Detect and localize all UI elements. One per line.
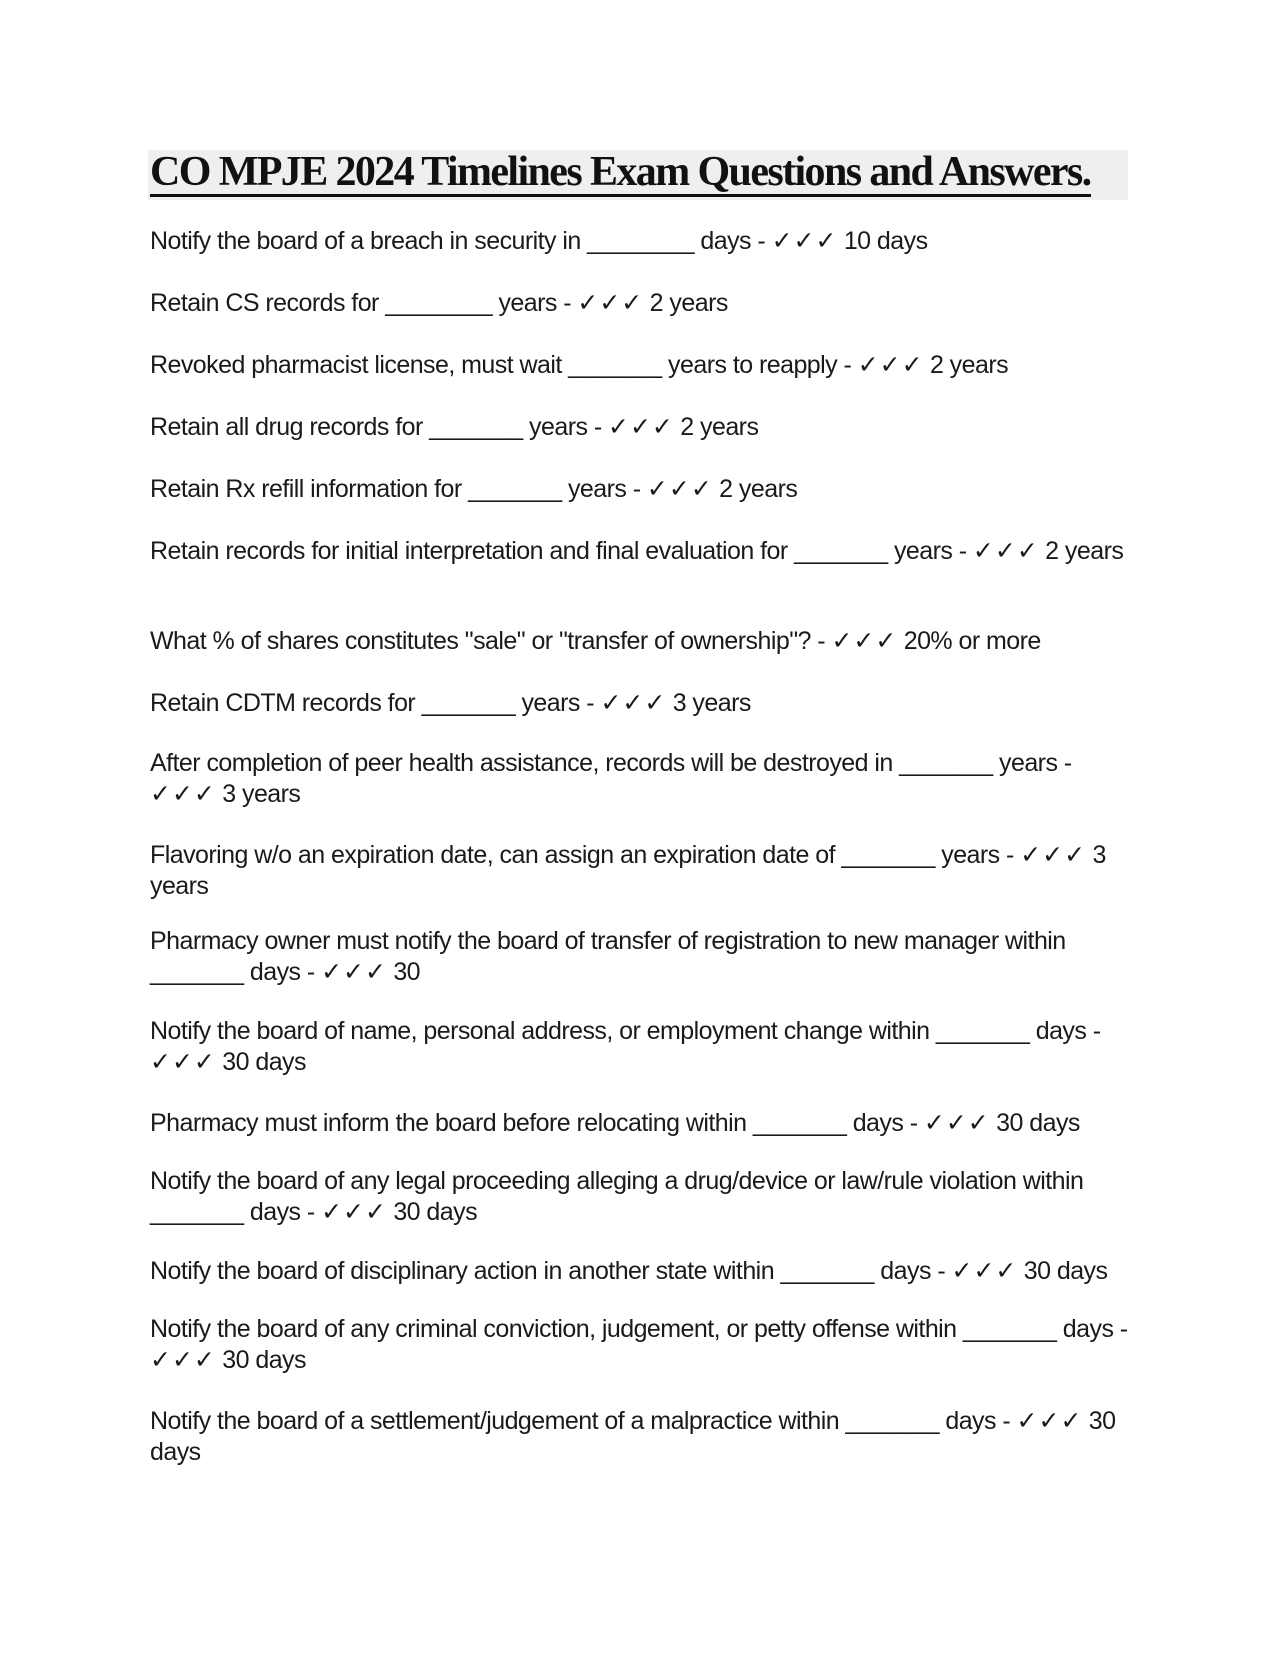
answer-text: 10 days <box>843 227 928 255</box>
question-text: Notify the board of name, personal address, or employment change within _______ days - <box>150 1017 1101 1045</box>
answer-text: 3 years <box>672 689 751 717</box>
answer-text: 20% or more <box>903 627 1041 655</box>
question-text: Notify the board of any legal proceeding alleging a drug/device or law/rule violation within _______ days - <box>150 1167 1084 1226</box>
qa-item <box>150 840 1130 902</box>
answer-text: 2 years <box>929 351 1009 379</box>
question-text: Flavoring w/o an expiration date, can assign an expiration date of _______ years - <box>150 841 1014 869</box>
answer-text: 30 days <box>393 1198 478 1226</box>
question-text: Notify the board of a breach in security in ________ days - <box>150 227 766 255</box>
question-text: Notify the board of a settlement/judgement of a malpractice within _______ days - <box>150 1407 1011 1435</box>
answer-text: 2 years <box>719 475 798 503</box>
qa-item <box>150 688 1130 719</box>
check-icon: ✓✓✓ <box>150 1346 216 1374</box>
check-icon: ✓✓✓ <box>577 289 644 317</box>
check-icon: ✓✓✓ <box>951 1257 1018 1285</box>
check-icon: ✓✓✓ <box>600 689 667 717</box>
check-icon: ✓✓✓ <box>771 227 838 255</box>
check-icon: ✓✓✓ <box>321 1198 387 1226</box>
question-text: Retain records for initial interpretation and final evaluation for _______ years - <box>150 537 967 565</box>
document-title: CO MPJE 2024 Timelines Exam Questions and Answers. <box>150 149 1091 195</box>
check-icon: ✓✓✓ <box>646 475 713 503</box>
question-text: Pharmacy must inform the board before relocating within _______ days - <box>150 1109 918 1137</box>
question-text: Notify the board of disciplinary action in another state within _______ days - <box>150 1257 946 1285</box>
answer-text: 30 days <box>1023 1257 1108 1285</box>
check-icon: ✓✓✓ <box>1020 841 1087 869</box>
qa-item <box>150 226 1130 257</box>
answer-text: 3 years <box>222 780 301 808</box>
answer-text: 30 days <box>996 1109 1080 1137</box>
check-icon: ✓✓✓ <box>321 958 387 986</box>
question-text: Notify the board of any criminal conviction, judgement, or petty offense within _______ days - <box>150 1315 1128 1343</box>
qa-item <box>150 1314 1130 1376</box>
check-icon: ✓✓✓ <box>150 780 216 808</box>
qa-item <box>150 1406 1130 1468</box>
question-text: After completion of peer health assistance, records will be destroyed in _______ years - <box>150 749 1072 777</box>
answer-text: 2 years <box>680 413 759 441</box>
answer-text: 3 years <box>150 841 1106 900</box>
question-text: Retain CS records for ________ years - <box>150 289 571 317</box>
answer-text: 2 years <box>649 289 728 317</box>
answer-text: 30 days <box>222 1346 306 1374</box>
question-text: Retain Rx refill information for _______ years - <box>150 475 641 503</box>
check-icon: ✓✓✓ <box>1016 1407 1083 1435</box>
check-icon: ✓✓✓ <box>608 413 674 441</box>
qa-item <box>150 288 1130 319</box>
check-icon: ✓✓✓ <box>150 1048 216 1076</box>
check-icon: ✓✓✓ <box>972 537 1039 565</box>
qa-item <box>150 1016 1130 1078</box>
qa-item <box>150 926 1130 988</box>
qa-item <box>150 1256 1130 1287</box>
qa-item <box>150 350 1130 381</box>
qa-item <box>150 536 1130 567</box>
qa-item <box>150 626 1130 657</box>
check-icon: ✓✓✓ <box>831 627 898 655</box>
answer-text: 30 days <box>222 1048 306 1076</box>
question-text: What % of shares constitutes "sale" or "transfer of ownership"? - <box>150 627 826 655</box>
qa-item <box>150 1108 1130 1139</box>
qa-item <box>150 412 1130 443</box>
check-icon: ✓✓✓ <box>857 351 924 379</box>
answer-text: 30 <box>393 958 421 986</box>
check-icon: ✓✓✓ <box>923 1109 990 1137</box>
title-banner <box>148 150 1128 200</box>
question-text: Retain all drug records for _______ years - <box>150 413 602 441</box>
question-text: Pharmacy owner must notify the board of transfer of registration to new manager within _______ days - <box>150 927 1066 986</box>
question-text: Revoked pharmacist license, must wait _______ years to reapply - <box>150 351 852 379</box>
qa-item <box>150 474 1130 505</box>
qa-item <box>150 1166 1130 1228</box>
question-text: Retain CDTM records for _______ years - <box>150 689 595 717</box>
qa-item <box>150 748 1130 810</box>
answer-text: 2 years <box>1045 537 1124 565</box>
answer-text: 30 days <box>150 1407 1116 1466</box>
